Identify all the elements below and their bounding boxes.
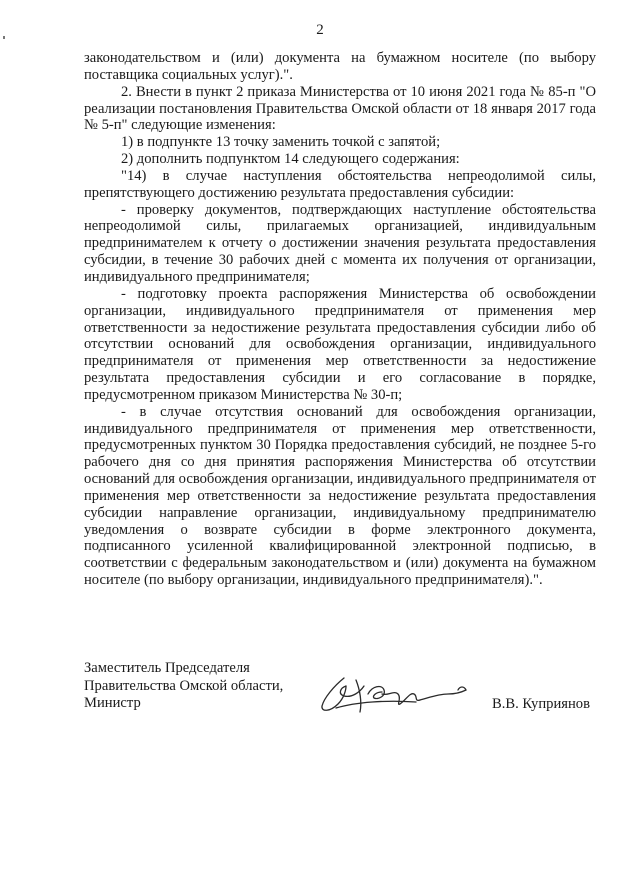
- page-number: 2: [316, 22, 324, 38]
- paragraph-dash-2: - подготовку проекта распоряжения Министерства об освобождении организации, индивидуального предпринимателя от применения мер ответственности за недостижение результата предоставления субсидии либо об отсутствии оснований для освобождения организации, индивидуального предпринимателя от применения мер ответственности за недостижение результата предоставления субсидии и его согласование в порядке, предусмотренном приказом Министерства № 30-п;: [84, 285, 596, 403]
- signatory-title-line: Заместитель Председателя: [84, 660, 250, 676]
- paragraph-continuation: законодательством и (или) документа на бумажном носителе (по выбору поставщика социальных услуг).".: [84, 50, 596, 83]
- handwritten-signature: [316, 672, 476, 718]
- paragraph-subitem-1: 1) в подпункте 13 точку заменить точкой с запятой;: [121, 134, 441, 151]
- signer-name: В.В. Куприянов: [492, 696, 590, 712]
- signature-strokes: [322, 678, 466, 712]
- paragraph-subpoint-14: "14) в случае наступления обстоятельства непреодолимой силы, препятствующего достижению результата предоставления субсидии:: [84, 167, 596, 201]
- signatory-title-block: [84, 660, 283, 713]
- paragraph-dash-1: - проверку документов, подтверждающих наступление обстоятельства непреодолимой силы, прилагаемых организацией, индивидуальным предпринимателем к отчету о достижении значения результата предоставления субсидии, в течение 30 рабочих дней с момента их получения от организации, индивидуального предпринимателя;: [84, 201, 596, 285]
- paragraph-dash-3: - в случае отсутствия оснований для освобождения организации, индивидуального предпринимателя от применения мер ответственности, предусмотренных пунктом 30 Порядка предоставления субсидий, не позднее 5-го рабочего дня со дня принятия распоряжения Министерства об отсутствии оснований для освобождения организации, индивидуального предпринимателя от применения мер ответственности за недостижение результата предоставления субсидии направление организации, индивидуальному предпринимателю уведомления о возврате субсидии в форме электронного документа, подписанного усиленной квалифицированной электронной подписью, в соответствии с федеральным законодательством и (или) документа на бумажном носителе (по выбору организации, индивидуального предпринимателя).".: [84, 403, 596, 589]
- document-body: [84, 50, 596, 589]
- signatory-title-line: Правительства Омской области,: [84, 677, 284, 694]
- paragraph-subitem-2: 2) дополнить подпунктом 14 следующего содержания:: [121, 151, 460, 168]
- paragraph-item-2: 2. Внести в пункт 2 приказа Министерства от 10 июня 2021 года № 85-п "О реализации постановления Правительства Омской области от 18 января 2017 года № 5-п" следующие изменения:: [84, 83, 596, 134]
- signatory-title-line: Министр: [84, 695, 141, 711]
